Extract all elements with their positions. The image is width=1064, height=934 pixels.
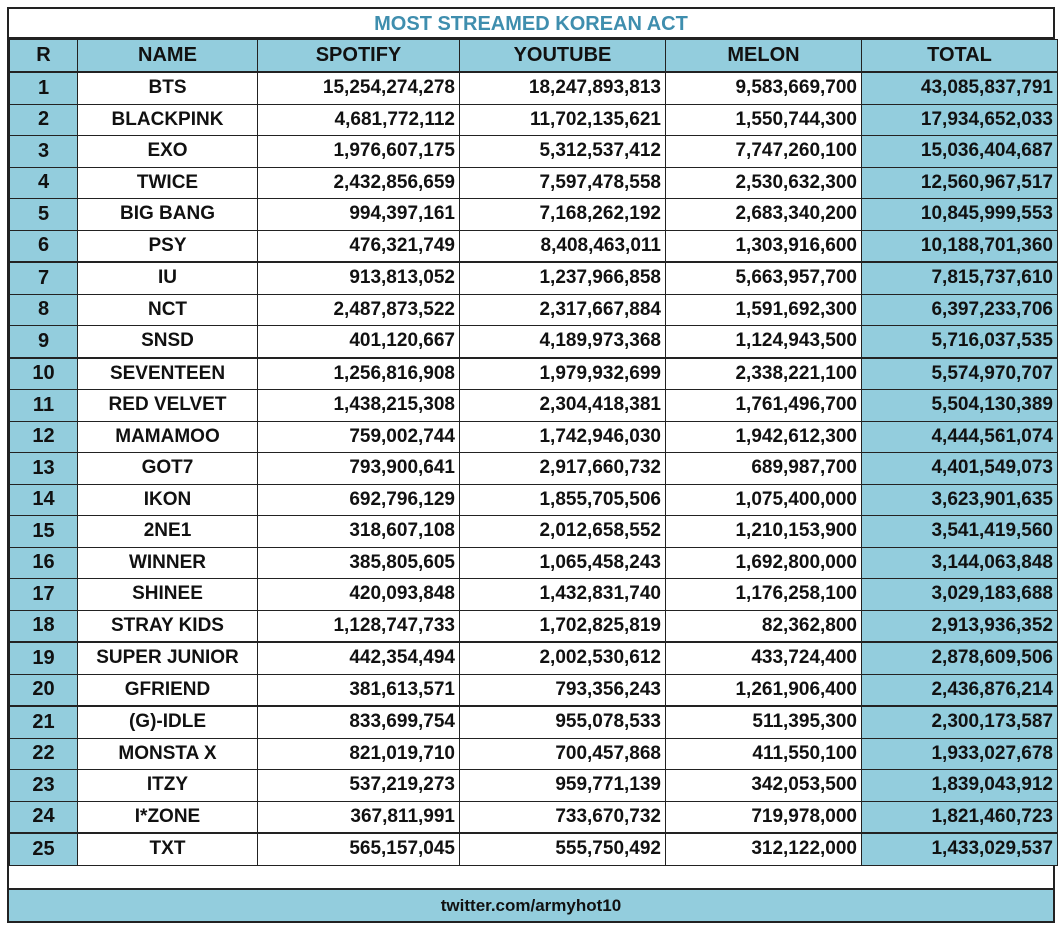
youtube-cell: 1,065,458,243 [460,547,666,579]
total-cell: 17,934,652,033 [862,104,1058,136]
melon-cell: 511,395,300 [666,706,862,738]
spotify-cell: 821,019,710 [258,738,460,770]
name-cell: GFRIEND [78,674,258,706]
youtube-cell: 18,247,893,813 [460,72,666,104]
youtube-cell: 959,771,139 [460,770,666,802]
rank-cell: 15 [10,516,78,548]
header-melon: MELON [666,40,862,73]
name-cell: I*ZONE [78,801,258,833]
spotify-cell: 385,805,605 [258,547,460,579]
spotify-cell: 1,256,816,908 [258,358,460,390]
youtube-cell: 2,002,530,612 [460,642,666,674]
name-cell: TXT [78,833,258,865]
spotify-cell: 759,002,744 [258,421,460,453]
youtube-cell: 1,432,831,740 [460,579,666,611]
youtube-cell: 700,457,868 [460,738,666,770]
rank-cell: 20 [10,674,78,706]
table-row [10,72,1058,104]
youtube-cell: 4,189,973,368 [460,326,666,358]
total-cell: 2,300,173,587 [862,706,1058,738]
youtube-cell: 955,078,533 [460,706,666,738]
chart-title: MOST STREAMED KOREAN ACT [9,9,1053,39]
table-row [10,199,1058,231]
table-row [10,833,1058,865]
melon-cell: 1,942,612,300 [666,421,862,453]
streaming-table [9,39,1058,866]
rank-cell: 12 [10,421,78,453]
table-row [10,706,1058,738]
youtube-cell: 733,670,732 [460,801,666,833]
name-cell: RED VELVET [78,390,258,422]
total-cell: 5,716,037,535 [862,326,1058,358]
spotify-cell: 994,397,161 [258,199,460,231]
melon-cell: 411,550,100 [666,738,862,770]
spotify-cell: 2,432,856,659 [258,167,460,199]
spotify-cell: 537,219,273 [258,770,460,802]
spotify-cell: 2,487,873,522 [258,294,460,326]
spotify-cell: 1,438,215,308 [258,390,460,422]
spotify-cell: 476,321,749 [258,230,460,262]
melon-cell: 433,724,400 [666,642,862,674]
total-cell: 4,444,561,074 [862,421,1058,453]
name-cell: MONSTA X [78,738,258,770]
rank-cell: 24 [10,801,78,833]
spotify-cell: 15,254,274,278 [258,72,460,104]
melon-cell: 1,303,916,600 [666,230,862,262]
total-cell: 3,541,419,560 [862,516,1058,548]
header-youtube: YOUTUBE [460,40,666,73]
rank-cell: 23 [10,770,78,802]
table-row [10,674,1058,706]
spotify-cell: 833,699,754 [258,706,460,738]
melon-cell: 1,210,153,900 [666,516,862,548]
name-cell: STRAY KIDS [78,610,258,642]
youtube-cell: 1,237,966,858 [460,262,666,294]
name-cell: BIG BANG [78,199,258,231]
total-cell: 1,933,027,678 [862,738,1058,770]
total-cell: 2,878,609,506 [862,642,1058,674]
melon-cell: 1,761,496,700 [666,390,862,422]
table-row [10,801,1058,833]
melon-cell: 342,053,500 [666,770,862,802]
youtube-cell: 2,012,658,552 [460,516,666,548]
melon-cell: 2,530,632,300 [666,167,862,199]
table-row [10,104,1058,136]
rank-cell: 7 [10,262,78,294]
melon-cell: 1,591,692,300 [666,294,862,326]
rank-cell: 21 [10,706,78,738]
rank-cell: 14 [10,484,78,516]
rank-cell: 9 [10,326,78,358]
total-cell: 5,574,970,707 [862,358,1058,390]
spotify-cell: 1,976,607,175 [258,136,460,168]
youtube-cell: 7,597,478,558 [460,167,666,199]
rank-cell: 13 [10,453,78,485]
table-row [10,770,1058,802]
total-cell: 6,397,233,706 [862,294,1058,326]
table-row [10,547,1058,579]
table-row [10,610,1058,642]
table-row [10,738,1058,770]
total-cell: 2,436,876,214 [862,674,1058,706]
rank-cell: 16 [10,547,78,579]
name-cell: ITZY [78,770,258,802]
youtube-cell: 7,168,262,192 [460,199,666,231]
total-cell: 3,144,063,848 [862,547,1058,579]
spotify-cell: 4,681,772,112 [258,104,460,136]
table-row [10,358,1058,390]
name-cell: IKON [78,484,258,516]
youtube-cell: 793,356,243 [460,674,666,706]
melon-cell: 2,338,221,100 [666,358,862,390]
youtube-cell: 1,742,946,030 [460,421,666,453]
name-cell: MAMAMOO [78,421,258,453]
table-row [10,294,1058,326]
total-cell: 10,188,701,360 [862,230,1058,262]
youtube-cell: 555,750,492 [460,833,666,865]
melon-cell: 82,362,800 [666,610,862,642]
youtube-cell: 2,304,418,381 [460,390,666,422]
table-row [10,421,1058,453]
melon-cell: 1,124,943,500 [666,326,862,358]
name-cell: BLACKPINK [78,104,258,136]
rank-cell: 5 [10,199,78,231]
spotify-cell: 565,157,045 [258,833,460,865]
name-cell: WINNER [78,547,258,579]
melon-cell: 312,122,000 [666,833,862,865]
melon-cell: 1,692,800,000 [666,547,862,579]
spotify-cell: 692,796,129 [258,484,460,516]
rank-cell: 4 [10,167,78,199]
melon-cell: 1,176,258,100 [666,579,862,611]
name-cell: TWICE [78,167,258,199]
table-row [10,262,1058,294]
rank-cell: 10 [10,358,78,390]
total-cell: 3,623,901,635 [862,484,1058,516]
name-cell: SNSD [78,326,258,358]
header-row [10,40,1058,73]
total-cell: 10,845,999,553 [862,199,1058,231]
name-cell: SHINEE [78,579,258,611]
melon-cell: 5,663,957,700 [666,262,862,294]
name-cell: 2NE1 [78,516,258,548]
spotify-cell: 1,128,747,733 [258,610,460,642]
melon-cell: 2,683,340,200 [666,199,862,231]
spotify-cell: 913,813,052 [258,262,460,294]
melon-cell: 719,978,000 [666,801,862,833]
header-spotify: SPOTIFY [258,40,460,73]
table-row [10,453,1058,485]
spotify-cell: 401,120,667 [258,326,460,358]
table-body [10,72,1058,865]
name-cell: NCT [78,294,258,326]
youtube-cell: 1,855,705,506 [460,484,666,516]
rank-cell: 25 [10,833,78,865]
table-row [10,642,1058,674]
total-cell: 1,821,460,723 [862,801,1058,833]
table-row [10,484,1058,516]
youtube-cell: 1,702,825,819 [460,610,666,642]
spotify-cell: 442,354,494 [258,642,460,674]
table-row [10,230,1058,262]
melon-cell: 1,550,744,300 [666,104,862,136]
total-cell: 5,504,130,389 [862,390,1058,422]
rank-cell: 19 [10,642,78,674]
youtube-cell: 2,917,660,732 [460,453,666,485]
name-cell: SUPER JUNIOR [78,642,258,674]
youtube-cell: 1,979,932,699 [460,358,666,390]
table-row [10,390,1058,422]
name-cell: SEVENTEEN [78,358,258,390]
name-cell: IU [78,262,258,294]
table-row [10,516,1058,548]
header-total: TOTAL [862,40,1058,73]
melon-cell: 7,747,260,100 [666,136,862,168]
header-name: NAME [78,40,258,73]
rank-cell: 6 [10,230,78,262]
table-row [10,136,1058,168]
rank-cell: 17 [10,579,78,611]
table-row [10,326,1058,358]
total-cell: 1,433,029,537 [862,833,1058,865]
header-rank: R [10,40,78,73]
spotify-cell: 381,613,571 [258,674,460,706]
youtube-cell: 5,312,537,412 [460,136,666,168]
rank-cell: 22 [10,738,78,770]
spotify-cell: 318,607,108 [258,516,460,548]
name-cell: BTS [78,72,258,104]
rank-cell: 8 [10,294,78,326]
total-cell: 2,913,936,352 [862,610,1058,642]
total-cell: 43,085,837,791 [862,72,1058,104]
melon-cell: 9,583,669,700 [666,72,862,104]
rank-cell: 2 [10,104,78,136]
total-cell: 12,560,967,517 [862,167,1058,199]
footer-credit: twitter.com/armyhot10 [9,888,1053,921]
rank-cell: 3 [10,136,78,168]
spotify-cell: 420,093,848 [258,579,460,611]
youtube-cell: 2,317,667,884 [460,294,666,326]
total-cell: 3,029,183,688 [862,579,1058,611]
name-cell: PSY [78,230,258,262]
name-cell: GOT7 [78,453,258,485]
spotify-cell: 793,900,641 [258,453,460,485]
total-cell: 1,839,043,912 [862,770,1058,802]
chart-frame [7,7,1055,923]
total-cell: 7,815,737,610 [862,262,1058,294]
table-row [10,579,1058,611]
melon-cell: 1,261,906,400 [666,674,862,706]
total-cell: 4,401,549,073 [862,453,1058,485]
melon-cell: 689,987,700 [666,453,862,485]
name-cell: (G)-IDLE [78,706,258,738]
rank-cell: 18 [10,610,78,642]
spotify-cell: 367,811,991 [258,801,460,833]
name-cell: EXO [78,136,258,168]
total-cell: 15,036,404,687 [862,136,1058,168]
table-row [10,167,1058,199]
youtube-cell: 8,408,463,011 [460,230,666,262]
melon-cell: 1,075,400,000 [666,484,862,516]
rank-cell: 1 [10,72,78,104]
rank-cell: 11 [10,390,78,422]
youtube-cell: 11,702,135,621 [460,104,666,136]
